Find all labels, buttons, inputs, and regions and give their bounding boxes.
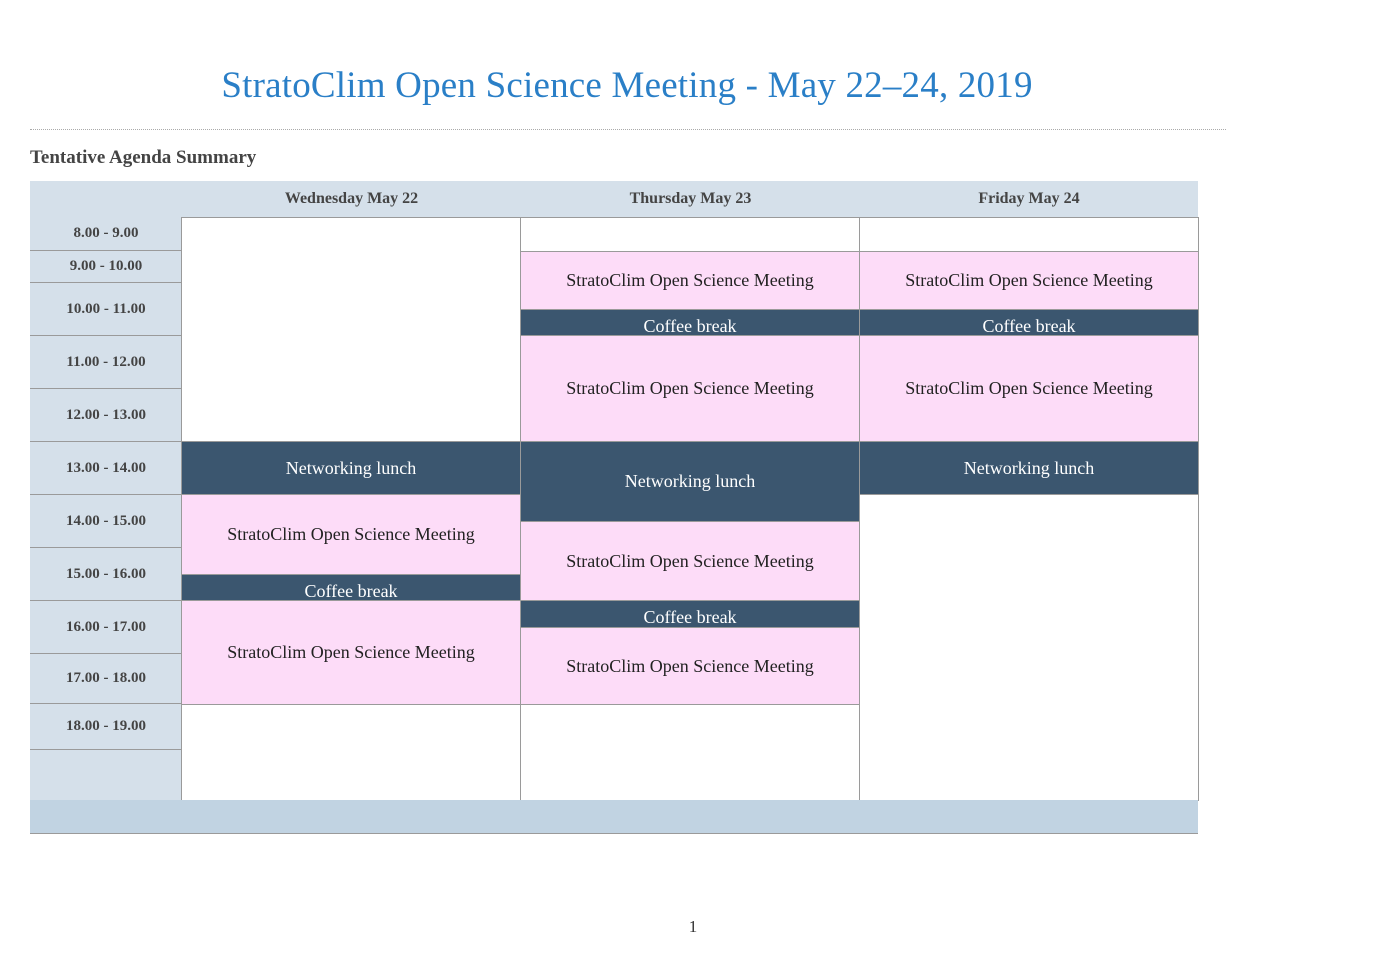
thursday-evening-free (520, 704, 860, 801)
thursday-early-free (520, 217, 860, 252)
header-day-thursday: Thursday May 23 (521, 181, 860, 217)
wednesday-lunch: Networking lunch (181, 441, 521, 495)
footer-band-friday (860, 800, 1198, 834)
header-corner (30, 181, 182, 217)
friday-coffee-break: Coffee break (859, 309, 1199, 336)
wednesday-morning-free (181, 217, 521, 442)
friday-session-1: StratoClim Open Science Meeting (859, 251, 1199, 310)
friday-early-free (859, 217, 1199, 252)
thursday-lunch: Networking lunch (520, 441, 860, 522)
time-slot-12: 12.00 - 13.00 (30, 389, 182, 442)
wednesday-evening-free (181, 704, 521, 801)
agenda-subtitle: Tentative Agenda Summary (30, 147, 257, 168)
thursday-session-2: StratoClim Open Science Meeting (520, 335, 860, 442)
footer-band-corner (30, 800, 182, 834)
time-slot-17: 17.00 - 18.00 (30, 654, 182, 704)
time-slot-13: 13.00 - 14.00 (30, 442, 182, 495)
time-slot-8: 8.00 - 9.00 (30, 217, 182, 251)
wednesday-session-1: StratoClim Open Science Meeting (181, 494, 521, 575)
footer-band-wednesday (182, 800, 521, 834)
time-slot-blank (30, 750, 182, 801)
wednesday-coffee-break: Coffee break (181, 574, 521, 601)
time-slot-18: 18.00 - 19.00 (30, 704, 182, 750)
page-number: 1 (688, 917, 698, 936)
friday-session-2: StratoClim Open Science Meeting (859, 335, 1199, 442)
time-slot-9: 9.00 - 10.00 (30, 251, 182, 283)
footer-band-thursday (521, 800, 860, 834)
wednesday-session-2: StratoClim Open Science Meeting (181, 600, 521, 705)
header-day-friday: Friday May 24 (860, 181, 1198, 217)
friday-afternoon-free (859, 494, 1199, 801)
header-day-wednesday: Wednesday May 22 (182, 181, 521, 217)
time-slot-15: 15.00 - 16.00 (30, 548, 182, 601)
title-divider (30, 129, 1226, 130)
time-slot-16: 16.00 - 17.00 (30, 601, 182, 654)
thursday-coffee-break-1: Coffee break (520, 309, 860, 336)
time-slot-10: 10.00 - 11.00 (30, 283, 182, 336)
thursday-session-3: StratoClim Open Science Meeting (520, 521, 860, 601)
time-slot-11: 11.00 - 12.00 (30, 336, 182, 389)
time-slot-14: 14.00 - 15.00 (30, 495, 182, 548)
page-title: StratoClim Open Science Meeting - May 22–24, 2019 (221, 65, 1033, 106)
friday-lunch: Networking lunch (859, 441, 1199, 495)
thursday-session-1: StratoClim Open Science Meeting (520, 251, 860, 310)
thursday-coffee-break-2: Coffee break (520, 600, 860, 628)
thursday-session-4: StratoClim Open Science Meeting (520, 627, 860, 705)
